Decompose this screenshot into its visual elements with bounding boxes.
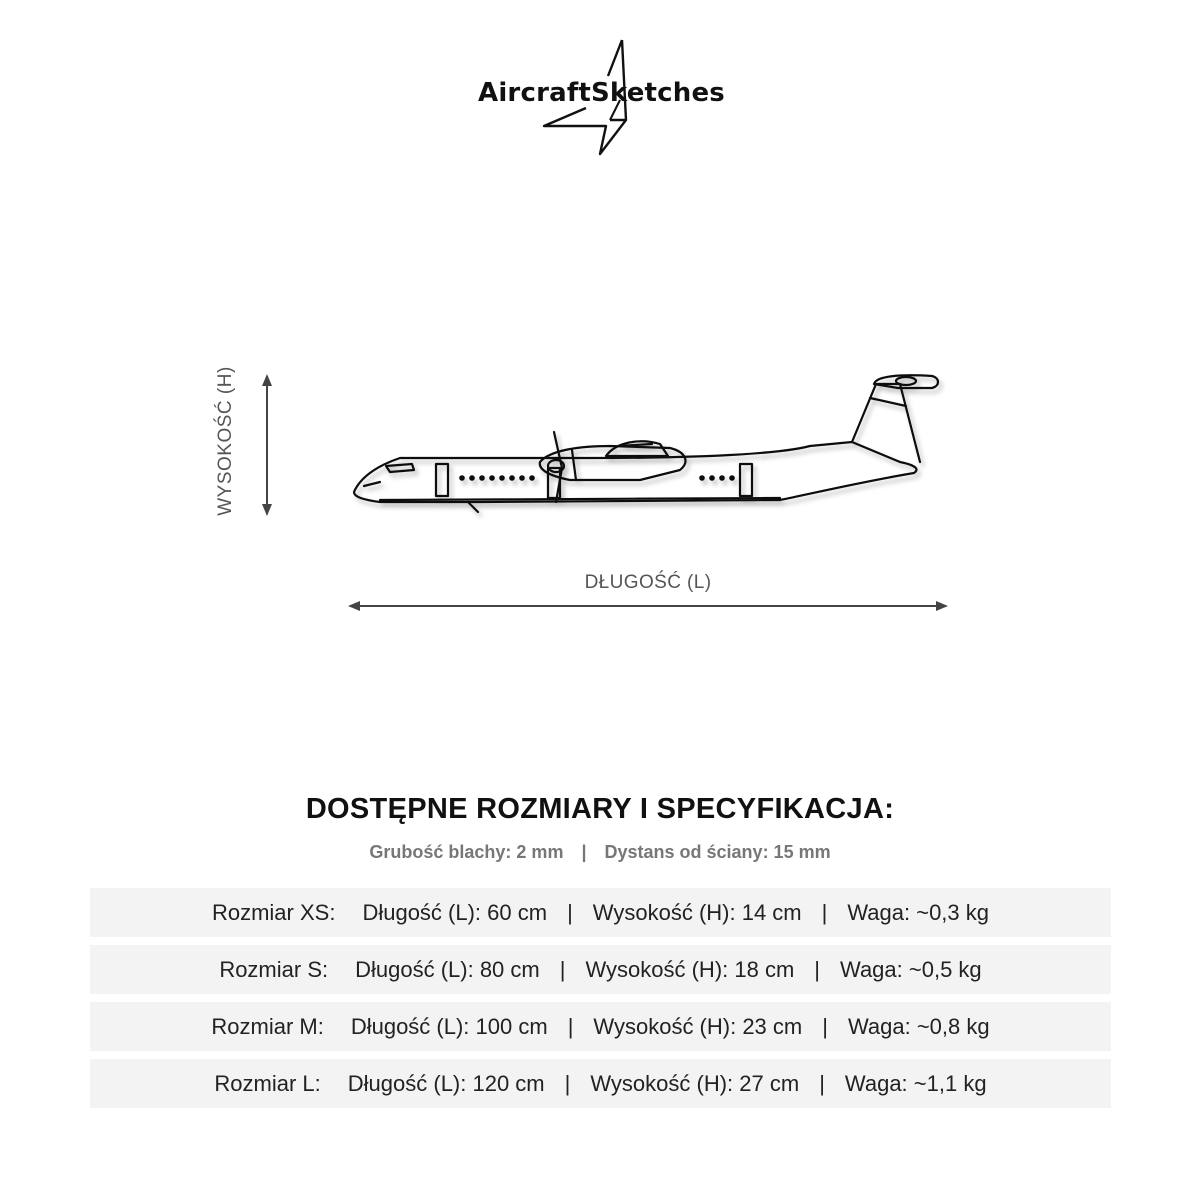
size-row-m xyxy=(90,1002,1111,1051)
size-name: Rozmiar XS: xyxy=(211,899,336,925)
size-height: Wysokość (H): 18 cm xyxy=(585,956,795,982)
specs-subtitle xyxy=(0,842,1200,863)
size-length: Długość (L): 80 cm xyxy=(355,956,540,982)
size-weight: Waga: ~0,3 kg xyxy=(847,899,990,925)
size-name: Rozmiar M: xyxy=(211,1013,324,1039)
height-dimension-label: WYSOKOŚĆ (H) xyxy=(215,366,236,516)
separator: | xyxy=(819,1070,825,1096)
size-row-l xyxy=(90,1059,1111,1108)
size-row-xs xyxy=(90,888,1111,937)
wall-distance: Dystans od ściany: 15 mm xyxy=(604,842,831,862)
size-length: Długość (L): 120 cm xyxy=(347,1070,545,1096)
size-length: Długość (L): 60 cm xyxy=(362,899,548,925)
size-row-s xyxy=(90,945,1111,994)
aircraft-icon xyxy=(340,370,960,520)
separator: | xyxy=(821,899,828,925)
specs-title: DOSTĘPNE ROZMIARY I SPECYFIKACJA: xyxy=(305,793,895,825)
size-length: Długość (L): 100 cm xyxy=(350,1013,548,1039)
size-name: Rozmiar L: xyxy=(214,1070,321,1096)
size-weight: Waga: ~0,5 kg xyxy=(840,956,982,982)
separator: | xyxy=(567,1013,574,1039)
size-height: Wysokość (H): 27 cm xyxy=(590,1070,800,1096)
size-name: Rozmiar S: xyxy=(219,956,329,982)
length-dimension-label: DŁUGOŚĆ (L) xyxy=(584,572,712,593)
separator: | xyxy=(564,1070,571,1096)
brand-logo xyxy=(460,36,740,161)
size-weight: Waga: ~1,1 kg xyxy=(844,1070,987,1096)
size-height: Wysokość (H): 23 cm xyxy=(593,1013,803,1039)
separator: | xyxy=(822,1013,828,1039)
separator: | xyxy=(567,899,573,925)
length-arrow-icon xyxy=(346,596,950,616)
size-weight: Waga: ~0,8 kg xyxy=(847,1013,990,1039)
size-height: Wysokość (H): 14 cm xyxy=(592,899,802,925)
height-arrow-icon xyxy=(255,372,279,518)
aircraft-silhouette xyxy=(340,370,960,520)
separator: | xyxy=(581,842,587,862)
sheet-thickness: Grubość blachy: 2 mm xyxy=(369,842,564,862)
separator: | xyxy=(814,956,820,982)
separator: | xyxy=(559,956,566,982)
brand-name: AircraftSketches xyxy=(478,78,725,108)
